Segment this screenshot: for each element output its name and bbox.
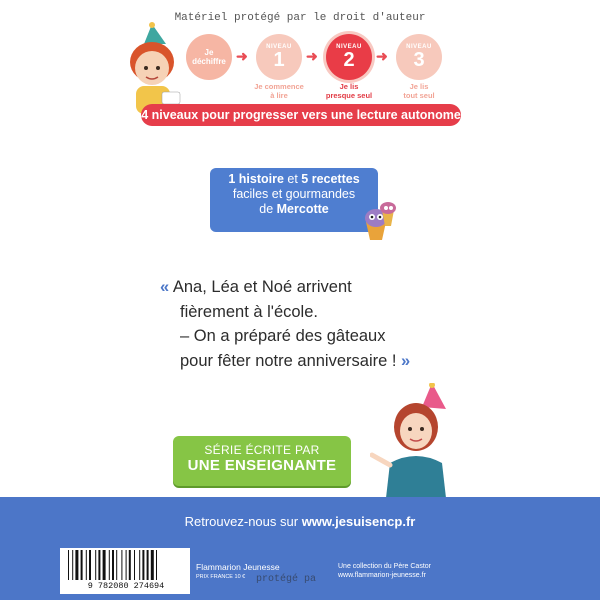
quote-line-2: fièrement à l'école. (180, 302, 318, 321)
isbn-number: 9 782080 274694 (87, 581, 165, 591)
level-2-caption-line1: Je lis (339, 82, 359, 91)
level-3-caption-line1: Je lis (409, 82, 429, 91)
quote-line-3: – On a préparé des gâteaux (180, 327, 386, 345)
price-line: PRIX FRANCE 10 € (196, 574, 246, 580)
barcode-bar (72, 550, 73, 580)
serie-line2: UNE ENSEIGNANTE (187, 457, 337, 474)
barcode-bars (66, 550, 184, 582)
close-quote-icon: » (401, 351, 411, 370)
quote-text-1: Ana, Léa et Noé arrivent (172, 278, 352, 296)
level-2-caption (317, 82, 381, 100)
barcode-bar (134, 550, 135, 580)
level-3-caption (387, 82, 451, 100)
collection-block (338, 562, 431, 580)
arrow-icon: ➜ (376, 48, 388, 64)
barcode-bar (75, 550, 78, 580)
quote-line-1 (160, 275, 430, 300)
level-3-circle (396, 34, 442, 80)
level-1-caption-line2: à lire (270, 91, 288, 100)
recipe-line1 (210, 172, 378, 187)
quote-line-4 (160, 349, 430, 374)
recipe-author: Mercotte (276, 202, 329, 216)
level-3-caption-line2: tout seul (403, 91, 435, 100)
barcode-bar (142, 550, 144, 580)
publisher-website[interactable]: www.flammarion-jeunesse.fr (338, 572, 426, 579)
level-1-circle (256, 34, 302, 80)
recipe-line3 (210, 202, 378, 217)
barcode-bar (109, 550, 110, 580)
website-line (0, 514, 600, 529)
barcode-bar (98, 550, 100, 580)
publisher-name: Flammarion Jeunesse (196, 562, 280, 572)
barcode-bar (86, 550, 87, 580)
collection-name: Une collection du Père Castor (338, 563, 431, 570)
barcode-bar (129, 550, 131, 580)
serie-badge (173, 436, 351, 486)
recipe-line2: faciles et gourmandes (232, 187, 356, 201)
barcode-bar (156, 550, 157, 580)
recipe-by: de (259, 202, 277, 216)
serie-line1: SÉRIE ÉCRITE PAR (204, 443, 320, 457)
barcode-bar (112, 550, 114, 580)
level-2-number: 2 (343, 49, 355, 71)
barcode-bar (139, 550, 140, 580)
level-2-caption-line2: presque seul (325, 91, 373, 100)
barcode-bar (151, 550, 154, 580)
barcode-bar (81, 550, 83, 580)
quote-text-4: pour fêter notre anniversaire ! (180, 351, 397, 370)
level-1-caption-line1: Je commence (254, 82, 304, 91)
barcode-bar (121, 550, 122, 580)
barcode-bar (116, 550, 117, 580)
barcode-bar (147, 550, 149, 580)
watermark: protégé pa (256, 574, 317, 585)
website-link[interactable]: www.jesuisencp.fr (301, 514, 416, 529)
arrow-icon: ➜ (306, 48, 318, 64)
level-2-circle (326, 34, 372, 80)
level-3-number: 3 (413, 49, 425, 71)
barcode-bar (95, 550, 96, 580)
levels-banner: 4 niveaux pour progresser vers une lecture autonome (141, 104, 461, 126)
level-2-word: NIVEAU (336, 44, 362, 50)
cupcake-owls-illustration (358, 200, 402, 242)
level-start-circle (186, 34, 232, 80)
barcode-bar (103, 550, 106, 580)
story-quote (160, 275, 430, 373)
barcode-bar (89, 550, 91, 580)
barcode-bar (126, 550, 127, 580)
level-1-word: NIVEAU (266, 44, 292, 50)
level-3-word: NIVEAU (406, 44, 432, 50)
arrow-icon: ➜ (236, 48, 248, 64)
level-1-caption (247, 82, 311, 100)
recipe-count: 5 recettes (301, 172, 360, 186)
recipe-and: et (283, 172, 302, 186)
recipe-box (210, 168, 378, 232)
open-quote-icon: « (160, 278, 170, 296)
barcode-bar (68, 550, 69, 580)
level-1-number: 1 (273, 49, 285, 71)
copyright-notice: Matériel protégé par le droit d'auteur (174, 12, 426, 24)
teacher-illustration (370, 383, 460, 498)
recipe-story-count: 1 histoire (228, 172, 284, 186)
level-start-line2: déchiffre (192, 57, 226, 66)
website-prefix: Retrouvez-nous sur (184, 514, 302, 529)
level-start-line1: Je (204, 48, 214, 57)
